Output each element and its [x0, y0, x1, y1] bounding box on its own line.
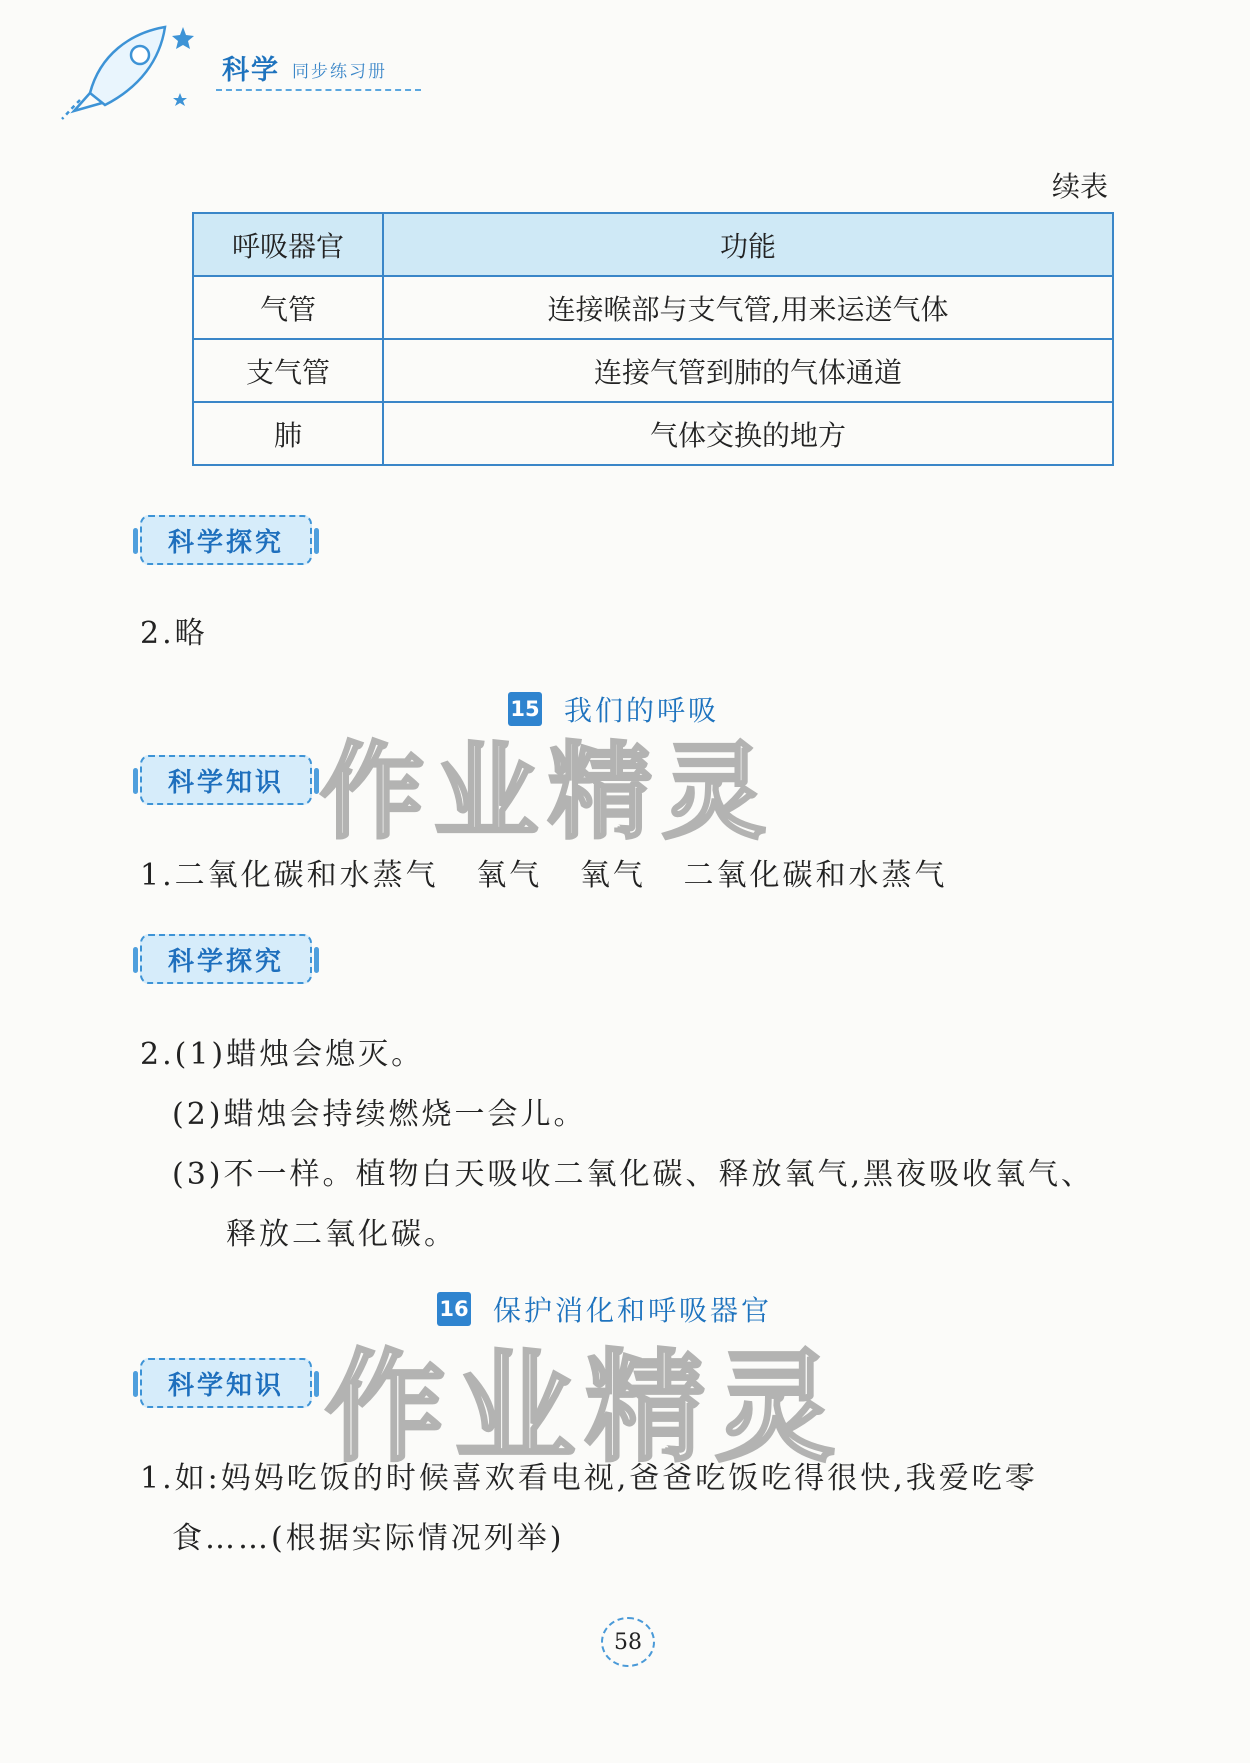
- lesson-number: 15: [508, 692, 542, 726]
- answer-text: 1.二氧化碳和水蒸气 氧气 氧气 二氧化碳和水蒸气: [140, 858, 948, 893]
- table-cell: 支气管: [193, 339, 383, 402]
- continued-label: 续表: [1052, 170, 1109, 203]
- lesson-title: 我们的呼吸: [564, 694, 720, 727]
- answer-text: 1.如:妈妈吃饭的时候喜欢看电视,爸爸吃饭吃得很快,我爱吃零: [140, 1461, 1038, 1496]
- lesson-title: 保护消化和呼吸器官: [493, 1294, 773, 1327]
- page-number: 58: [601, 1617, 655, 1667]
- column-header: 呼吸器官: [193, 213, 383, 276]
- answer-text: 释放二氧化碳。: [226, 1217, 457, 1252]
- table-cell: 气体交换的地方: [383, 402, 1113, 465]
- section-badge-inquiry: 科学探究: [140, 934, 312, 984]
- table-header-row: [193, 213, 1113, 276]
- answer-text: (2)蜡烛会持续燃烧一会儿。: [172, 1097, 587, 1132]
- table-cell: 连接气管到肺的气体通道: [383, 339, 1113, 402]
- answer-text: (3)不一样。植物白天吸收二氧化碳、释放氧气,黑夜吸收氧气、: [172, 1157, 1095, 1192]
- table-cell: 肺: [193, 402, 383, 465]
- table-cell: 连接喉部与支气管,用来运送气体: [383, 276, 1113, 339]
- answer-text: 2.(1)蜡烛会熄灭。: [140, 1037, 425, 1072]
- answer-text: 食……(根据实际情况列举): [172, 1521, 565, 1556]
- watermark: 作业精灵: [325, 1339, 845, 1478]
- book-subject: 科学: [222, 55, 280, 86]
- table-row: [193, 276, 1113, 339]
- book-subtitle: 同步练习册: [292, 62, 387, 82]
- section-badge-knowledge: 科学知识: [140, 755, 312, 805]
- rocket-icon: [60, 15, 210, 125]
- section-badge-inquiry: 科学探究: [140, 515, 312, 565]
- table-cell: 气管: [193, 276, 383, 339]
- lesson-number: 16: [437, 1292, 471, 1326]
- organ-function-table: [192, 212, 1114, 466]
- header-divider: [216, 89, 421, 91]
- section-badge-knowledge: 科学知识: [140, 1358, 312, 1408]
- column-header: 功能: [383, 213, 1113, 276]
- watermark: 作业精灵: [320, 731, 777, 853]
- table-row: [193, 339, 1113, 402]
- table-row: [193, 402, 1113, 465]
- answer-text: 2.略: [140, 616, 208, 651]
